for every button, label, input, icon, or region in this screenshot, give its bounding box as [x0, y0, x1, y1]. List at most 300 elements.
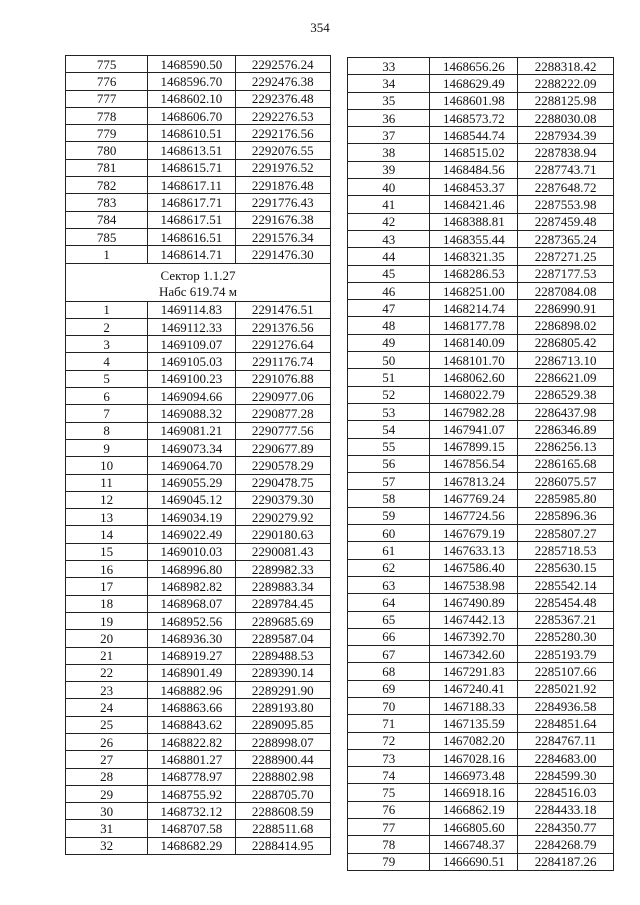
x-coordinate-cell: 1468614.71 [148, 246, 235, 263]
y-coordinate-cell: 2284767.11 [518, 732, 614, 749]
y-coordinate-cell: 2284433.18 [518, 801, 614, 818]
point-number-cell: 37 [348, 127, 430, 144]
y-coordinate-cell: 2288414.95 [235, 837, 330, 854]
table-row [66, 664, 331, 681]
table-row [66, 803, 331, 820]
y-coordinate-cell: 2289390.14 [235, 664, 330, 681]
y-coordinate-cell: 2285107.66 [518, 663, 614, 680]
point-number-cell: 777 [66, 90, 148, 107]
point-number-cell: 18 [66, 595, 148, 612]
table-row [66, 142, 331, 159]
table-row [348, 92, 614, 109]
point-number-cell: 43 [348, 230, 430, 247]
right-coordinates-table [347, 57, 614, 871]
table-row [66, 595, 331, 612]
point-number-cell: 62 [348, 559, 430, 576]
y-coordinate-cell: 2286805.42 [518, 334, 614, 351]
y-coordinate-cell: 2287365.24 [518, 230, 614, 247]
point-number-cell: 74 [348, 767, 430, 784]
y-coordinate-cell: 2285896.36 [518, 507, 614, 524]
table-row [348, 836, 614, 853]
table-row [348, 801, 614, 818]
point-number-cell: 61 [348, 542, 430, 559]
table-row [348, 473, 614, 490]
page-number: 354 [310, 20, 330, 35]
x-coordinate-cell: 1468596.70 [148, 73, 235, 90]
y-coordinate-cell: 2288318.42 [518, 58, 614, 75]
table-row [66, 699, 331, 716]
x-coordinate-cell: 1468755.92 [148, 785, 235, 802]
y-coordinate-cell: 2284683.00 [518, 749, 614, 766]
x-coordinate-cell: 1468610.51 [148, 125, 235, 142]
y-coordinate-cell: 2288705.70 [235, 785, 330, 802]
x-coordinate-cell: 1466918.16 [430, 784, 518, 801]
y-coordinate-cell: 2292076.55 [235, 142, 330, 159]
y-coordinate-cell: 2290877.28 [235, 405, 330, 422]
point-number-cell: 781 [66, 159, 148, 176]
point-number-cell: 36 [348, 109, 430, 126]
y-coordinate-cell: 2284599.30 [518, 767, 614, 784]
table-row [348, 507, 614, 524]
table-row [66, 159, 331, 176]
table-row [66, 405, 331, 422]
x-coordinate-cell: 1468613.51 [148, 142, 235, 159]
point-number-cell: 22 [66, 664, 148, 681]
x-coordinate-cell: 1468968.07 [148, 595, 235, 612]
x-coordinate-cell: 1468822.82 [148, 733, 235, 750]
table-row [66, 630, 331, 647]
x-coordinate-cell: 1469112.33 [148, 318, 235, 335]
point-number-cell: 42 [348, 213, 430, 230]
table-row [66, 211, 331, 228]
x-coordinate-cell: 1468140.09 [430, 334, 518, 351]
x-coordinate-cell: 1466862.19 [430, 801, 518, 818]
point-number-cell: 7 [66, 405, 148, 422]
table-row [66, 509, 331, 526]
y-coordinate-cell: 2288222.09 [518, 75, 614, 92]
y-coordinate-cell: 2291476.51 [235, 301, 330, 318]
point-number-cell: 14 [66, 526, 148, 543]
table-row [66, 682, 331, 699]
point-number-cell: 44 [348, 248, 430, 265]
y-coordinate-cell: 2286256.13 [518, 438, 614, 455]
y-coordinate-cell: 2286990.91 [518, 300, 614, 317]
point-number-cell: 784 [66, 211, 148, 228]
x-coordinate-cell: 1467586.40 [430, 559, 518, 576]
table-row [348, 438, 614, 455]
point-number-cell: 20 [66, 630, 148, 647]
point-number-cell: 75 [348, 784, 430, 801]
point-number-cell: 26 [66, 733, 148, 750]
y-coordinate-cell: 2289883.34 [235, 578, 330, 595]
table-row [66, 194, 331, 211]
point-number-cell: 58 [348, 490, 430, 507]
point-number-cell: 782 [66, 177, 148, 194]
y-coordinate-cell: 2292376.48 [235, 90, 330, 107]
y-coordinate-cell: 2291076.88 [235, 370, 330, 387]
table-row [348, 369, 614, 386]
y-coordinate-cell: 2285807.27 [518, 525, 614, 542]
table-row [348, 576, 614, 593]
table-row [348, 127, 614, 144]
y-coordinate-cell: 2286713.10 [518, 352, 614, 369]
table-row [348, 663, 614, 680]
table-row [66, 90, 331, 107]
table-row [348, 819, 614, 836]
x-coordinate-cell: 1469064.70 [148, 457, 235, 474]
y-coordinate-cell: 2285630.15 [518, 559, 614, 576]
x-coordinate-cell: 1466748.37 [430, 836, 518, 853]
point-number-cell: 10 [66, 457, 148, 474]
y-coordinate-cell: 2291776.43 [235, 194, 330, 211]
table-row [348, 230, 614, 247]
table-row [66, 457, 331, 474]
y-coordinate-cell: 2291876.48 [235, 177, 330, 194]
point-number-cell: 31 [66, 820, 148, 837]
x-coordinate-cell: 1467856.54 [430, 455, 518, 472]
point-number-cell: 4 [66, 353, 148, 370]
table-row [348, 455, 614, 472]
x-coordinate-cell: 1467982.28 [430, 403, 518, 420]
y-coordinate-cell: 2292576.24 [235, 56, 330, 73]
y-coordinate-cell: 2289784.45 [235, 595, 330, 612]
point-number-cell: 8 [66, 422, 148, 439]
point-number-cell: 23 [66, 682, 148, 699]
table-row [66, 388, 331, 405]
table-row [66, 733, 331, 750]
x-coordinate-cell: 1466690.51 [430, 853, 518, 870]
table-row [348, 715, 614, 732]
table-row [66, 246, 331, 263]
point-number-cell: 59 [348, 507, 430, 524]
x-coordinate-cell: 1467633.13 [430, 542, 518, 559]
point-number-cell: 29 [66, 785, 148, 802]
y-coordinate-cell: 2290478.75 [235, 474, 330, 491]
x-coordinate-cell: 1467342.60 [430, 646, 518, 663]
table-row [348, 732, 614, 749]
table-row [348, 179, 614, 196]
point-number-cell: 70 [348, 697, 430, 714]
point-number-cell: 19 [66, 612, 148, 629]
x-coordinate-cell: 1468453.37 [430, 179, 518, 196]
table-row [348, 109, 614, 126]
table-row [348, 161, 614, 178]
y-coordinate-cell: 2284268.79 [518, 836, 614, 853]
y-coordinate-cell: 2287271.25 [518, 248, 614, 265]
y-coordinate-cell: 2285718.53 [518, 542, 614, 559]
y-coordinate-cell: 2288802.98 [235, 768, 330, 785]
point-number-cell: 55 [348, 438, 430, 455]
x-coordinate-cell: 1469094.66 [148, 388, 235, 405]
table-row [348, 282, 614, 299]
point-number-cell: 63 [348, 576, 430, 593]
table-row [66, 318, 331, 335]
table-row [66, 353, 331, 370]
point-number-cell: 64 [348, 594, 430, 611]
y-coordinate-cell: 2290677.89 [235, 439, 330, 456]
y-coordinate-cell: 2288030.08 [518, 109, 614, 126]
point-number-cell: 12 [66, 491, 148, 508]
y-coordinate-cell: 2289095.85 [235, 716, 330, 733]
x-coordinate-cell: 1467813.24 [430, 473, 518, 490]
point-number-cell: 73 [348, 749, 430, 766]
x-coordinate-cell: 1468882.96 [148, 682, 235, 699]
y-coordinate-cell: 2285367.21 [518, 611, 614, 628]
x-coordinate-cell: 1468656.26 [430, 58, 518, 75]
y-coordinate-cell: 2290379.30 [235, 491, 330, 508]
table-row [66, 177, 331, 194]
y-coordinate-cell: 2291476.30 [235, 246, 330, 263]
y-coordinate-cell: 2291976.52 [235, 159, 330, 176]
y-coordinate-cell: 2290081.43 [235, 543, 330, 560]
x-coordinate-cell: 1468996.80 [148, 561, 235, 578]
point-number-cell: 52 [348, 386, 430, 403]
x-coordinate-cell: 1468952.56 [148, 612, 235, 629]
table-row [66, 422, 331, 439]
point-number-cell: 33 [348, 58, 430, 75]
x-coordinate-cell: 1466973.48 [430, 767, 518, 784]
x-coordinate-cell: 1468484.56 [430, 161, 518, 178]
point-number-cell: 45 [348, 265, 430, 282]
y-coordinate-cell: 2289587.04 [235, 630, 330, 647]
y-coordinate-cell: 2284187.26 [518, 853, 614, 870]
y-coordinate-cell: 2287934.39 [518, 127, 614, 144]
x-coordinate-cell: 1468062.60 [430, 369, 518, 386]
x-coordinate-cell: 1468801.27 [148, 751, 235, 768]
x-coordinate-cell: 1468843.62 [148, 716, 235, 733]
y-coordinate-cell: 2290777.56 [235, 422, 330, 439]
point-number-cell: 27 [66, 751, 148, 768]
y-coordinate-cell: 2287648.72 [518, 179, 614, 196]
x-coordinate-cell: 1469100.23 [148, 370, 235, 387]
table-row [66, 820, 331, 837]
table-row [66, 125, 331, 142]
table-row [66, 370, 331, 387]
x-coordinate-cell: 1468629.49 [430, 75, 518, 92]
table-row [348, 646, 614, 663]
point-number-cell: 11 [66, 474, 148, 491]
point-number-cell: 783 [66, 194, 148, 211]
y-coordinate-cell: 2290977.06 [235, 388, 330, 405]
y-coordinate-cell: 2286621.09 [518, 369, 614, 386]
point-number-cell: 66 [348, 628, 430, 645]
point-number-cell: 46 [348, 282, 430, 299]
x-coordinate-cell: 1469114.83 [148, 301, 235, 318]
sector-subtitle: Набс 619.74 м [158, 283, 238, 299]
y-coordinate-cell: 2290279.92 [235, 509, 330, 526]
point-number-cell: 5 [66, 370, 148, 387]
y-coordinate-cell: 2286437.98 [518, 403, 614, 420]
table-row [348, 525, 614, 542]
y-coordinate-cell: 2285454.48 [518, 594, 614, 611]
table-row [66, 751, 331, 768]
y-coordinate-cell: 2291676.38 [235, 211, 330, 228]
x-coordinate-cell: 1468982.82 [148, 578, 235, 595]
y-coordinate-cell: 2285021.92 [518, 680, 614, 697]
table-row [66, 73, 331, 90]
table-row [66, 785, 331, 802]
table-row [348, 767, 614, 784]
point-number-cell: 71 [348, 715, 430, 732]
x-coordinate-cell: 1468936.30 [148, 630, 235, 647]
x-coordinate-cell: 1468901.49 [148, 664, 235, 681]
x-coordinate-cell: 1467724.56 [430, 507, 518, 524]
y-coordinate-cell: 2287553.98 [518, 196, 614, 213]
y-coordinate-cell: 2288125.98 [518, 92, 614, 109]
table-row [348, 749, 614, 766]
x-coordinate-cell: 1468573.72 [430, 109, 518, 126]
table-row [66, 301, 331, 318]
y-coordinate-cell: 2291276.64 [235, 336, 330, 353]
x-coordinate-cell: 1468682.29 [148, 837, 235, 854]
x-coordinate-cell: 1467442.13 [430, 611, 518, 628]
table-row [66, 439, 331, 456]
table-row [348, 403, 614, 420]
table-row [348, 697, 614, 714]
x-coordinate-cell: 1468251.00 [430, 282, 518, 299]
point-number-cell: 69 [348, 680, 430, 697]
table-row [66, 491, 331, 508]
table-row [348, 352, 614, 369]
x-coordinate-cell: 1468544.74 [430, 127, 518, 144]
x-coordinate-cell: 1469073.34 [148, 439, 235, 456]
point-number-cell: 780 [66, 142, 148, 159]
sector-header-row [66, 263, 331, 301]
x-coordinate-cell: 1468355.44 [430, 230, 518, 247]
point-number-cell: 60 [348, 525, 430, 542]
table-row [348, 559, 614, 576]
table-row [66, 543, 331, 560]
table-row [348, 317, 614, 334]
table-row [348, 853, 614, 870]
table-row [66, 107, 331, 124]
point-number-cell: 28 [66, 768, 148, 785]
y-coordinate-cell: 2284516.03 [518, 784, 614, 801]
x-coordinate-cell: 1468177.78 [430, 317, 518, 334]
table-row [348, 680, 614, 697]
x-coordinate-cell: 1468388.81 [430, 213, 518, 230]
x-coordinate-cell: 1468778.97 [148, 768, 235, 785]
x-coordinate-cell: 1468732.12 [148, 803, 235, 820]
x-coordinate-cell: 1468617.51 [148, 211, 235, 228]
y-coordinate-cell: 2285542.14 [518, 576, 614, 593]
x-coordinate-cell: 1469010.03 [148, 543, 235, 560]
y-coordinate-cell: 2291176.74 [235, 353, 330, 370]
x-coordinate-cell: 1468321.35 [430, 248, 518, 265]
point-number-cell: 35 [348, 92, 430, 109]
point-number-cell: 78 [348, 836, 430, 853]
point-number-cell: 40 [348, 179, 430, 196]
point-number-cell: 1 [66, 246, 148, 263]
table-row [66, 647, 331, 664]
y-coordinate-cell: 2290180.63 [235, 526, 330, 543]
point-number-cell: 24 [66, 699, 148, 716]
x-coordinate-cell: 1469105.03 [148, 353, 235, 370]
x-coordinate-cell: 1467490.89 [430, 594, 518, 611]
x-coordinate-cell: 1468616.51 [148, 228, 235, 245]
table-row [348, 784, 614, 801]
table-row [348, 594, 614, 611]
x-coordinate-cell: 1468421.46 [430, 196, 518, 213]
x-coordinate-cell: 1467240.41 [430, 680, 518, 697]
x-coordinate-cell: 1467291.83 [430, 663, 518, 680]
table-row [66, 474, 331, 491]
point-number-cell: 76 [348, 801, 430, 818]
point-number-cell: 77 [348, 819, 430, 836]
point-number-cell: 2 [66, 318, 148, 335]
point-number-cell: 9 [66, 439, 148, 456]
x-coordinate-cell: 1467769.24 [430, 490, 518, 507]
point-number-cell: 39 [348, 161, 430, 178]
point-number-cell: 51 [348, 369, 430, 386]
table-row [348, 265, 614, 282]
table-row [348, 58, 614, 75]
x-coordinate-cell: 1466805.60 [430, 819, 518, 836]
point-number-cell: 79 [348, 853, 430, 870]
point-number-cell: 48 [348, 317, 430, 334]
y-coordinate-cell: 2286529.38 [518, 386, 614, 403]
point-number-cell: 30 [66, 803, 148, 820]
y-coordinate-cell: 2287743.71 [518, 161, 614, 178]
point-number-cell: 41 [348, 196, 430, 213]
x-coordinate-cell: 1468214.74 [430, 300, 518, 317]
point-number-cell: 72 [348, 732, 430, 749]
table-row [66, 716, 331, 733]
point-number-cell: 25 [66, 716, 148, 733]
y-coordinate-cell: 2285280.30 [518, 628, 614, 645]
point-number-cell: 776 [66, 73, 148, 90]
y-coordinate-cell: 2286346.89 [518, 421, 614, 438]
x-coordinate-cell: 1468617.11 [148, 177, 235, 194]
table-row [348, 386, 614, 403]
y-coordinate-cell: 2289291.90 [235, 682, 330, 699]
point-number-cell: 775 [66, 56, 148, 73]
x-coordinate-cell: 1467392.70 [430, 628, 518, 645]
point-number-cell: 57 [348, 473, 430, 490]
point-number-cell: 32 [66, 837, 148, 854]
table-row [348, 421, 614, 438]
left-coordinates-table [65, 55, 331, 855]
table-row [66, 578, 331, 595]
point-number-cell: 67 [348, 646, 430, 663]
x-coordinate-cell: 1469045.12 [148, 491, 235, 508]
x-coordinate-cell: 1467941.07 [430, 421, 518, 438]
y-coordinate-cell: 2284936.58 [518, 697, 614, 714]
y-coordinate-cell: 2289685.69 [235, 612, 330, 629]
y-coordinate-cell: 2292176.56 [235, 125, 330, 142]
y-coordinate-cell: 2285985.80 [518, 490, 614, 507]
table-row [348, 542, 614, 559]
x-coordinate-cell: 1469034.19 [148, 509, 235, 526]
x-coordinate-cell: 1467028.16 [430, 749, 518, 766]
y-coordinate-cell: 2287177.53 [518, 265, 614, 282]
y-coordinate-cell: 2287838.94 [518, 144, 614, 161]
point-number-cell: 6 [66, 388, 148, 405]
y-coordinate-cell: 2288998.07 [235, 733, 330, 750]
point-number-cell: 53 [348, 403, 430, 420]
x-coordinate-cell: 1467538.98 [430, 576, 518, 593]
x-coordinate-cell: 1468515.02 [430, 144, 518, 161]
point-number-cell: 3 [66, 336, 148, 353]
point-number-cell: 49 [348, 334, 430, 351]
x-coordinate-cell: 1469088.32 [148, 405, 235, 422]
point-number-cell: 785 [66, 228, 148, 245]
point-number-cell: 68 [348, 663, 430, 680]
y-coordinate-cell: 2284350.77 [518, 819, 614, 836]
point-number-cell: 34 [348, 75, 430, 92]
y-coordinate-cell: 2291576.34 [235, 228, 330, 245]
y-coordinate-cell: 2291376.56 [235, 318, 330, 335]
